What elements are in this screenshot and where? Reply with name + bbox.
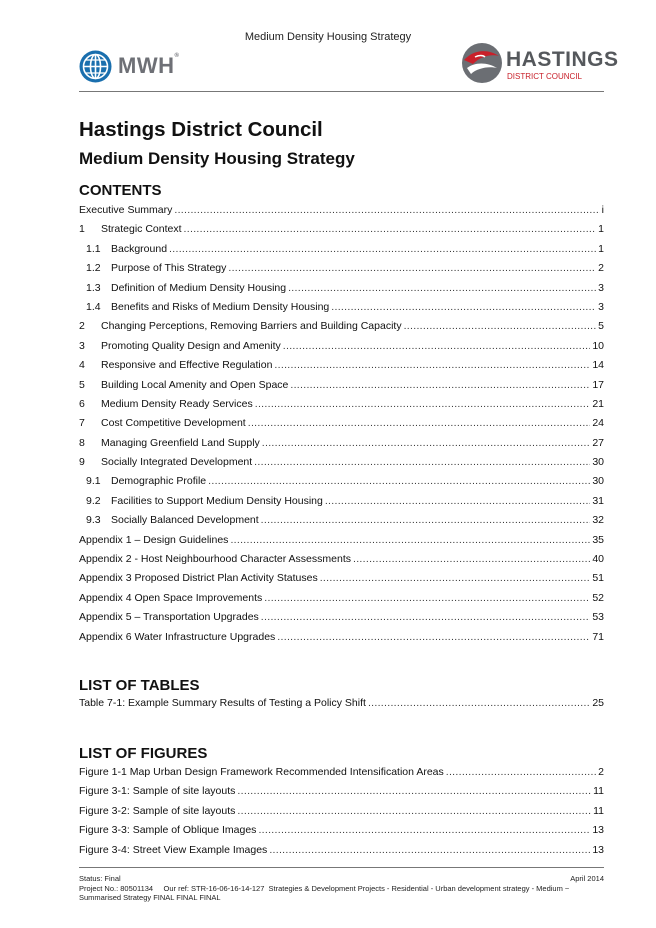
toc-entry-label: Figure 3-2: Sample of site layouts	[79, 804, 236, 817]
toc-leader-dots	[254, 456, 590, 468]
toc-entry[interactable]	[79, 805, 604, 824]
toc-entry-number: 1.3	[86, 281, 101, 294]
footer-project-line: Project No.: 80501134 Our ref: STR-16-06-16-14-127 Strategies & Development Projects - Residential - Urban development strategy - Medium ~	[79, 883, 570, 893]
toc-leader-dots	[230, 534, 590, 546]
toc-leader-dots	[184, 223, 597, 235]
footer-date: April 2014	[570, 874, 604, 883]
toc-entry[interactable]	[79, 379, 604, 398]
toc-entry-number: 8	[79, 436, 85, 449]
toc-entry[interactable]	[79, 844, 604, 863]
toc-leader-dots	[283, 340, 591, 352]
toc-entry[interactable]	[79, 611, 604, 630]
toc-entry-number: 3	[79, 339, 85, 352]
toc-entry-label: Benefits and Risks of Medium Density Housing	[111, 300, 330, 313]
toc-entry-label: Figure 3-4: Street View Example Images	[79, 843, 268, 856]
figures-list	[79, 766, 604, 863]
toc-leader-dots	[262, 437, 591, 449]
toc-entry-label: Definition of Medium Density Housing	[111, 281, 287, 294]
toc-leader-dots	[331, 301, 596, 313]
toc-entry-page: 53	[592, 611, 604, 624]
toc-entry-label: Responsive and Effective Regulation	[101, 359, 273, 372]
toc-entry-page: 13	[592, 824, 604, 837]
toc-entry-label: Executive Summary	[79, 204, 173, 216]
toc-entry-label: Building Local Amenity and Open Space	[101, 378, 289, 391]
toc-leader-dots	[228, 262, 596, 274]
toc-entry-number: 9.2	[86, 494, 101, 507]
toc-entry[interactable]	[79, 340, 604, 359]
toc-entry[interactable]	[79, 697, 604, 716]
toc-leader-dots	[404, 320, 597, 332]
toc-entry-page: 1	[598, 242, 604, 255]
toc-entry[interactable]	[79, 475, 604, 494]
toc-entry-page: 10	[592, 339, 604, 352]
toc-entry[interactable]	[79, 534, 604, 553]
toc-entry-label: Figure 3-1: Sample of site layouts	[79, 785, 236, 798]
tables-list	[79, 697, 604, 716]
footer-status: Status: Final	[79, 874, 121, 883]
toc-entry-label: Facilities to Support Medium Density Housing	[111, 494, 323, 507]
toc-entry-label: Managing Greenfield Land Supply	[101, 436, 260, 449]
toc-entry-page: 24	[592, 417, 604, 430]
toc-entry-label: Purpose of This Strategy	[111, 262, 227, 275]
toc-entry-page: 27	[592, 436, 604, 449]
toc-leader-dots	[208, 475, 590, 487]
toc-entry-page: 3	[598, 300, 604, 313]
toc-entry-page: 30	[592, 475, 604, 488]
hastings-crest-icon	[461, 42, 503, 84]
toc-entry-label: Socially Integrated Development	[101, 456, 253, 469]
toc-leader-dots	[325, 495, 590, 507]
toc-entry-number: 9	[79, 456, 85, 469]
toc-entry-number: 9.3	[86, 514, 101, 527]
toc-entry[interactable]	[79, 204, 604, 223]
toc-entry-number: 1.1	[86, 242, 101, 255]
contents-heading: CONTENTS	[79, 182, 162, 199]
toc-entry-page: 25	[592, 697, 604, 709]
toc-leader-dots	[288, 282, 596, 294]
toc-entry-page: 31	[592, 494, 604, 507]
toc-leader-dots	[248, 417, 591, 429]
toc-leader-dots	[237, 805, 591, 817]
toc-entry-label: Appendix 4 Open Space Improvements	[79, 591, 263, 604]
page-footer	[79, 874, 604, 903]
toc-entry-page: 14	[592, 359, 604, 372]
toc-entry[interactable]	[79, 824, 604, 843]
toc-entry-number: 5	[79, 378, 85, 391]
toc-entry-number: 9.1	[86, 475, 101, 488]
toc-entry-page: i	[601, 204, 604, 216]
toc-entry-label: Appendix 6 Water Infrastructure Upgrades	[79, 630, 276, 643]
running-header: Medium Density Housing Strategy	[244, 31, 412, 43]
toc-entry-page: 5	[598, 320, 604, 333]
toc-leader-dots	[320, 572, 591, 584]
toc-entry-page: 17	[592, 378, 604, 391]
toc-entry[interactable]	[79, 223, 604, 242]
toc-entry[interactable]	[79, 437, 604, 456]
toc-entry-page: 51	[592, 572, 604, 585]
toc-leader-dots	[255, 398, 591, 410]
toc-leader-dots	[446, 766, 596, 778]
hastings-logo	[461, 42, 619, 86]
toc-entry-number: 4	[79, 359, 85, 372]
toc-entry[interactable]	[79, 456, 604, 475]
toc-entry-page: 11	[593, 785, 604, 798]
document-title: Medium Density Housing Strategy	[79, 149, 355, 168]
toc-entry-page: 71	[592, 630, 604, 643]
hastings-subtitle: DISTRICT COUNCIL	[507, 72, 582, 81]
hastings-name: HASTINGS	[506, 48, 619, 71]
toc-entry[interactable]	[79, 282, 604, 301]
toc-leader-dots	[274, 359, 590, 371]
toc-entry-label: Socially Balanced Development	[111, 514, 259, 527]
toc-entry-label: Strategic Context	[101, 223, 182, 236]
globe-icon	[79, 50, 112, 83]
toc-entry[interactable]	[79, 766, 604, 785]
mwh-logo	[79, 48, 179, 84]
toc-entry-page: 32	[592, 514, 604, 527]
toc-entry[interactable]	[79, 262, 604, 281]
toc-entry-label: Figure 3-3: Sample of Oblique Images	[79, 824, 257, 837]
toc-entry[interactable]	[79, 514, 604, 533]
toc-entry-label: Promoting Quality Design and Amenity	[101, 339, 281, 352]
toc-leader-dots	[353, 553, 590, 565]
toc-entry-label: Appendix 5 – Transportation Upgrades	[79, 611, 259, 624]
toc-entry-page: 35	[592, 533, 604, 546]
toc-entry-label: Appendix 1 – Design Guidelines	[79, 533, 229, 546]
toc-entry[interactable]	[79, 320, 604, 339]
footer-divider	[79, 867, 604, 868]
toc-entry-page: 11	[593, 804, 604, 817]
toc-leader-dots	[258, 824, 590, 836]
toc-entry[interactable]	[79, 417, 604, 436]
toc-entry[interactable]	[79, 631, 604, 650]
organisation-title: Hastings District Council	[79, 118, 323, 141]
toc-leader-dots	[290, 379, 590, 391]
toc-leader-dots	[264, 592, 590, 604]
toc-entry-page: 13	[592, 843, 604, 856]
toc-entry-label: Figure 1-1 Map Urban Design Framework Recommended Intensification Areas	[79, 766, 444, 778]
toc-entry[interactable]	[79, 553, 604, 572]
contents-list	[79, 204, 604, 650]
toc-entry[interactable]	[79, 301, 604, 320]
toc-entry-label: Appendix 2 - Host Neighbourhood Character Assessments	[79, 553, 351, 566]
toc-entry-page: 52	[592, 591, 604, 604]
toc-leader-dots	[261, 611, 591, 623]
toc-entry-page: 1	[598, 223, 604, 236]
toc-entry[interactable]	[79, 572, 604, 591]
toc-entry-number: 7	[79, 417, 85, 430]
toc-entry-label: Background	[111, 242, 168, 255]
toc-entry-page: 3	[598, 281, 604, 294]
tables-heading: LIST OF TABLES	[79, 677, 200, 694]
figures-heading: LIST OF FIGURES	[79, 745, 208, 762]
toc-leader-dots	[237, 785, 591, 797]
toc-entry-page: 21	[592, 397, 604, 410]
toc-entry-label: Demographic Profile	[111, 475, 207, 488]
toc-entry-page: 2	[598, 766, 604, 778]
toc-leader-dots	[174, 204, 599, 216]
toc-leader-dots	[269, 844, 590, 856]
toc-leader-dots	[169, 243, 596, 255]
toc-entry-number: 1	[79, 223, 85, 236]
toc-leader-dots	[277, 631, 590, 643]
toc-leader-dots	[261, 514, 591, 526]
toc-entry-number: 2	[79, 320, 85, 333]
toc-entry-page: 40	[592, 553, 604, 566]
toc-entry[interactable]	[79, 243, 604, 262]
toc-entry[interactable]	[79, 785, 604, 804]
header-divider	[79, 91, 604, 92]
toc-entry-label: Cost Competitive Development	[101, 417, 246, 430]
toc-entry-number: 1.4	[86, 300, 101, 313]
toc-entry[interactable]	[79, 592, 604, 611]
toc-entry-page: 2	[598, 262, 604, 275]
toc-leader-dots	[368, 697, 590, 709]
toc-entry-page: 30	[592, 456, 604, 469]
toc-entry[interactable]	[79, 495, 604, 514]
toc-entry[interactable]	[79, 359, 604, 378]
toc-entry-number: 1.2	[86, 262, 101, 275]
toc-entry-label: Appendix 3 Proposed District Plan Activity Statuses	[79, 572, 318, 585]
toc-entry[interactable]	[79, 398, 604, 417]
footer-project-line-2: Summarised Strategy FINAL FINAL FINAL	[79, 893, 221, 902]
toc-entry-label: Medium Density Ready Services	[101, 397, 253, 410]
toc-entry-number: 6	[79, 397, 85, 410]
toc-entry-label: Table 7-1: Example Summary Results of Testing a Policy Shift	[79, 697, 366, 709]
toc-entry-label: Changing Perceptions, Removing Barriers and Building Capacity	[101, 320, 402, 333]
mwh-wordmark: MWH®	[118, 53, 180, 78]
